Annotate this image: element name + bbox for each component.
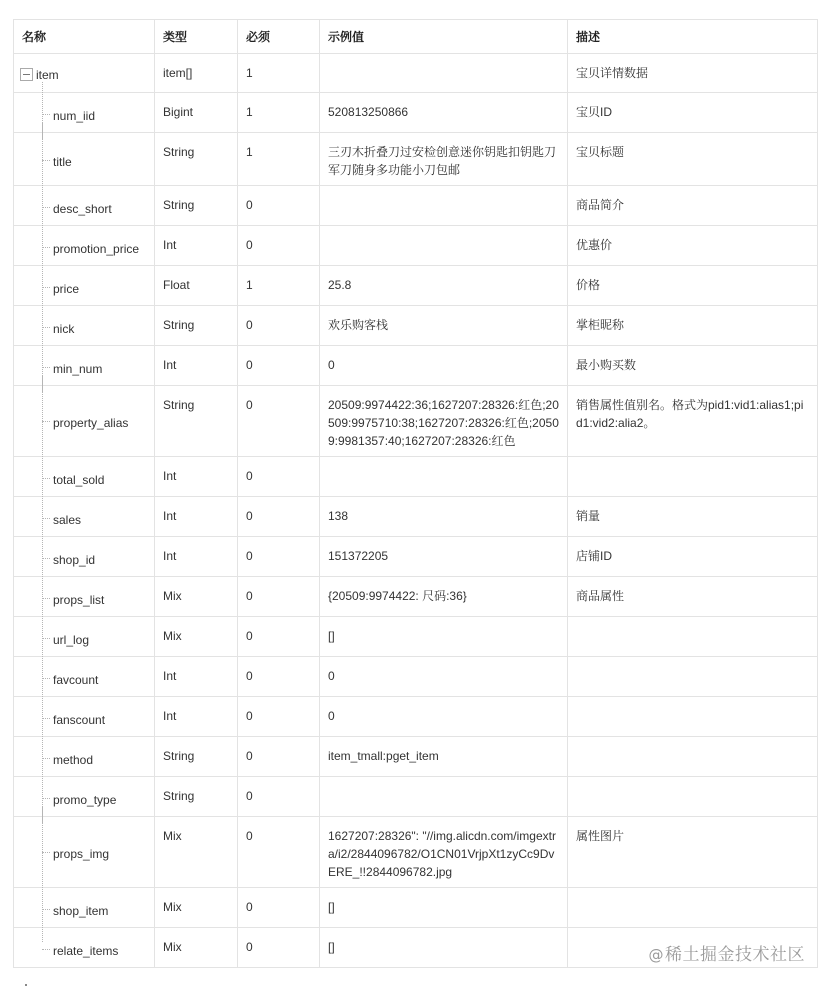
cell-example: 0 — [320, 697, 568, 737]
cell-example — [320, 226, 568, 266]
cell-description — [568, 657, 818, 697]
field-name-label: shop_item — [53, 904, 109, 918]
cell-description: 商品属性 — [568, 577, 818, 617]
collapse-toggle-icon[interactable] — [20, 68, 33, 81]
cell-type: Mix — [155, 928, 238, 968]
cell-field-name — [14, 306, 155, 346]
cell-description: 优惠价 — [568, 226, 818, 266]
cell-example: 1627207:28326": "//img.alicdn.com/imgextra/i2/2844096782/O1CN01VrjpXt1zyCc9DvERE_!!2844096782.jpg — [320, 817, 568, 888]
cell-description: 店铺ID — [568, 537, 818, 577]
cell-type: Int — [155, 537, 238, 577]
cell-description: 掌柜昵称 — [568, 306, 818, 346]
field-name-label: num_iid — [53, 109, 96, 123]
cell-example: {20509:9974422: 尺码:36} — [320, 577, 568, 617]
table-row — [14, 306, 818, 346]
cell-type: Float — [155, 266, 238, 306]
cell-type: String — [155, 306, 238, 346]
cell-required: 0 — [238, 226, 320, 266]
cell-description: 销量 — [568, 497, 818, 537]
cell-required: 0 — [238, 306, 320, 346]
table-row — [14, 133, 818, 186]
cell-required: 0 — [238, 817, 320, 888]
cell-required: 0 — [238, 617, 320, 657]
column-header-name: 名称 — [14, 20, 155, 54]
cell-description: 属性图片 — [568, 817, 818, 888]
cell-field-name — [14, 888, 155, 928]
cell-description: 宝贝标题 — [568, 133, 818, 186]
field-name-label: relate_items — [53, 944, 119, 958]
cell-example: item_tmall:pget_item — [320, 737, 568, 777]
cell-field-name — [14, 497, 155, 537]
table-row — [14, 657, 818, 697]
cell-required: 0 — [238, 657, 320, 697]
table-row — [14, 497, 818, 537]
table-row — [14, 697, 818, 737]
watermark — [649, 940, 806, 965]
cell-required: 0 — [238, 186, 320, 226]
cell-field-name — [14, 386, 155, 457]
cell-example: [] — [320, 617, 568, 657]
cell-field-name — [14, 817, 155, 888]
cell-field-name — [14, 657, 155, 697]
cell-type: Int — [155, 697, 238, 737]
cell-description — [568, 697, 818, 737]
stray-dot — [25, 984, 27, 986]
cell-field-name — [14, 537, 155, 577]
cell-type: String — [155, 386, 238, 457]
cell-field-name — [14, 54, 155, 93]
cell-example — [320, 457, 568, 497]
field-name-label: sales — [53, 513, 82, 527]
table-row-root — [14, 54, 818, 93]
cell-description — [568, 457, 818, 497]
cell-type: Bigint — [155, 93, 238, 133]
field-name-label: total_sold — [53, 473, 105, 487]
cell-description: 最小购买数 — [568, 346, 818, 386]
cell-field-name — [14, 266, 155, 306]
cell-type: Int — [155, 657, 238, 697]
table-header-row — [14, 20, 818, 54]
cell-example: 0 — [320, 346, 568, 386]
cell-example: 欢乐购客栈 — [320, 306, 568, 346]
watermark-text: 稀土掘金技术社区 — [665, 945, 805, 965]
cell-required: 0 — [238, 346, 320, 386]
table-row — [14, 737, 818, 777]
field-name-label: url_log — [53, 633, 90, 647]
cell-field-name — [14, 186, 155, 226]
cell-field-name — [14, 457, 155, 497]
field-name-label: props_img — [53, 847, 110, 861]
cell-field-name — [14, 737, 155, 777]
field-name-label: promotion_price — [53, 242, 140, 256]
cell-type: Int — [155, 346, 238, 386]
cell-description: 销售属性值别名。格式为pid1:vid1:alias1;pid1:vid2:alia2。 — [568, 386, 818, 457]
cell-example: [] — [320, 888, 568, 928]
cell-type: Mix — [155, 617, 238, 657]
cell-type: Mix — [155, 817, 238, 888]
cell-example: 151372205 — [320, 537, 568, 577]
cell-type: Mix — [155, 577, 238, 617]
cell-description — [568, 888, 818, 928]
cell-example: 25.8 — [320, 266, 568, 306]
field-name-label: fanscount — [53, 713, 106, 727]
table-row — [14, 888, 818, 928]
cell-required: 0 — [238, 737, 320, 777]
cell-field-name — [14, 226, 155, 266]
table-row — [14, 457, 818, 497]
cell-description — [568, 737, 818, 777]
cell-example: 520813250866 — [320, 93, 568, 133]
cell-type: item[] — [155, 54, 238, 93]
field-name-label: item — [36, 68, 59, 82]
table-row — [14, 346, 818, 386]
table-row — [14, 386, 818, 457]
cell-description: 宝贝ID — [568, 93, 818, 133]
table-row — [14, 93, 818, 133]
cell-field-name — [14, 93, 155, 133]
column-header-description: 描述 — [568, 20, 818, 54]
cell-field-name — [14, 777, 155, 817]
column-header-required: 必须 — [238, 20, 320, 54]
field-name-label: title — [53, 155, 72, 169]
api-field-table — [13, 19, 818, 968]
cell-type: Int — [155, 226, 238, 266]
field-name-label: shop_id — [53, 553, 96, 567]
cell-required: 0 — [238, 497, 320, 537]
cell-example: 20509:9974422:36;1627207:28326:红色;20509:9975710:38;1627207:28326:红色;20509:9981357:40;1627207:28326:红色 — [320, 386, 568, 457]
cell-field-name — [14, 617, 155, 657]
cell-type: Int — [155, 457, 238, 497]
cell-type: Mix — [155, 888, 238, 928]
column-header-type: 类型 — [155, 20, 238, 54]
cell-example: [] — [320, 928, 568, 968]
cell-type: String — [155, 777, 238, 817]
cell-example — [320, 54, 568, 93]
cell-type: String — [155, 737, 238, 777]
cell-example: 138 — [320, 497, 568, 537]
cell-example — [320, 186, 568, 226]
cell-required: 0 — [238, 457, 320, 497]
cell-description: 商品简介 — [568, 186, 818, 226]
field-name-label: nick — [53, 322, 75, 336]
cell-required: 1 — [238, 54, 320, 93]
cell-description: 价格 — [568, 266, 818, 306]
field-name-label: props_list — [53, 593, 105, 607]
field-name-label: promo_type — [53, 793, 117, 807]
cell-required: 0 — [238, 386, 320, 457]
cell-field-name — [14, 928, 155, 968]
table-row — [14, 777, 818, 817]
cell-field-name — [14, 697, 155, 737]
watermark-at: @ — [648, 946, 664, 964]
field-name-label: method — [53, 753, 94, 767]
cell-description — [568, 777, 818, 817]
field-name-label: favcount — [53, 673, 99, 687]
cell-required: 0 — [238, 888, 320, 928]
cell-example: 三刃木折叠刀过安检创意迷你钥匙扣钥匙刀军刀随身多功能小刀包邮 — [320, 133, 568, 186]
table-row — [14, 537, 818, 577]
cell-required: 0 — [238, 777, 320, 817]
table-row — [14, 226, 818, 266]
column-header-example: 示例值 — [320, 20, 568, 54]
cell-required: 0 — [238, 577, 320, 617]
field-name-label: property_alias — [53, 416, 129, 430]
field-name-label: price — [53, 282, 80, 296]
field-name-label: min_num — [53, 362, 103, 376]
cell-example: 0 — [320, 657, 568, 697]
cell-required: 1 — [238, 133, 320, 186]
table-row — [14, 817, 818, 888]
table-row — [14, 617, 818, 657]
cell-required: 0 — [238, 537, 320, 577]
cell-field-name — [14, 133, 155, 186]
cell-description — [568, 617, 818, 657]
cell-required: 1 — [238, 93, 320, 133]
cell-example — [320, 777, 568, 817]
cell-field-name — [14, 577, 155, 617]
cell-required: 0 — [238, 928, 320, 968]
cell-field-name — [14, 346, 155, 386]
field-name-label: desc_short — [53, 202, 112, 216]
table-row — [14, 577, 818, 617]
cell-description: 宝贝详情数据 — [568, 54, 818, 93]
cell-type: String — [155, 186, 238, 226]
cell-type: Int — [155, 497, 238, 537]
cell-required: 0 — [238, 697, 320, 737]
cell-type: String — [155, 133, 238, 186]
table-row — [14, 186, 818, 226]
cell-required: 1 — [238, 266, 320, 306]
table-row — [14, 266, 818, 306]
